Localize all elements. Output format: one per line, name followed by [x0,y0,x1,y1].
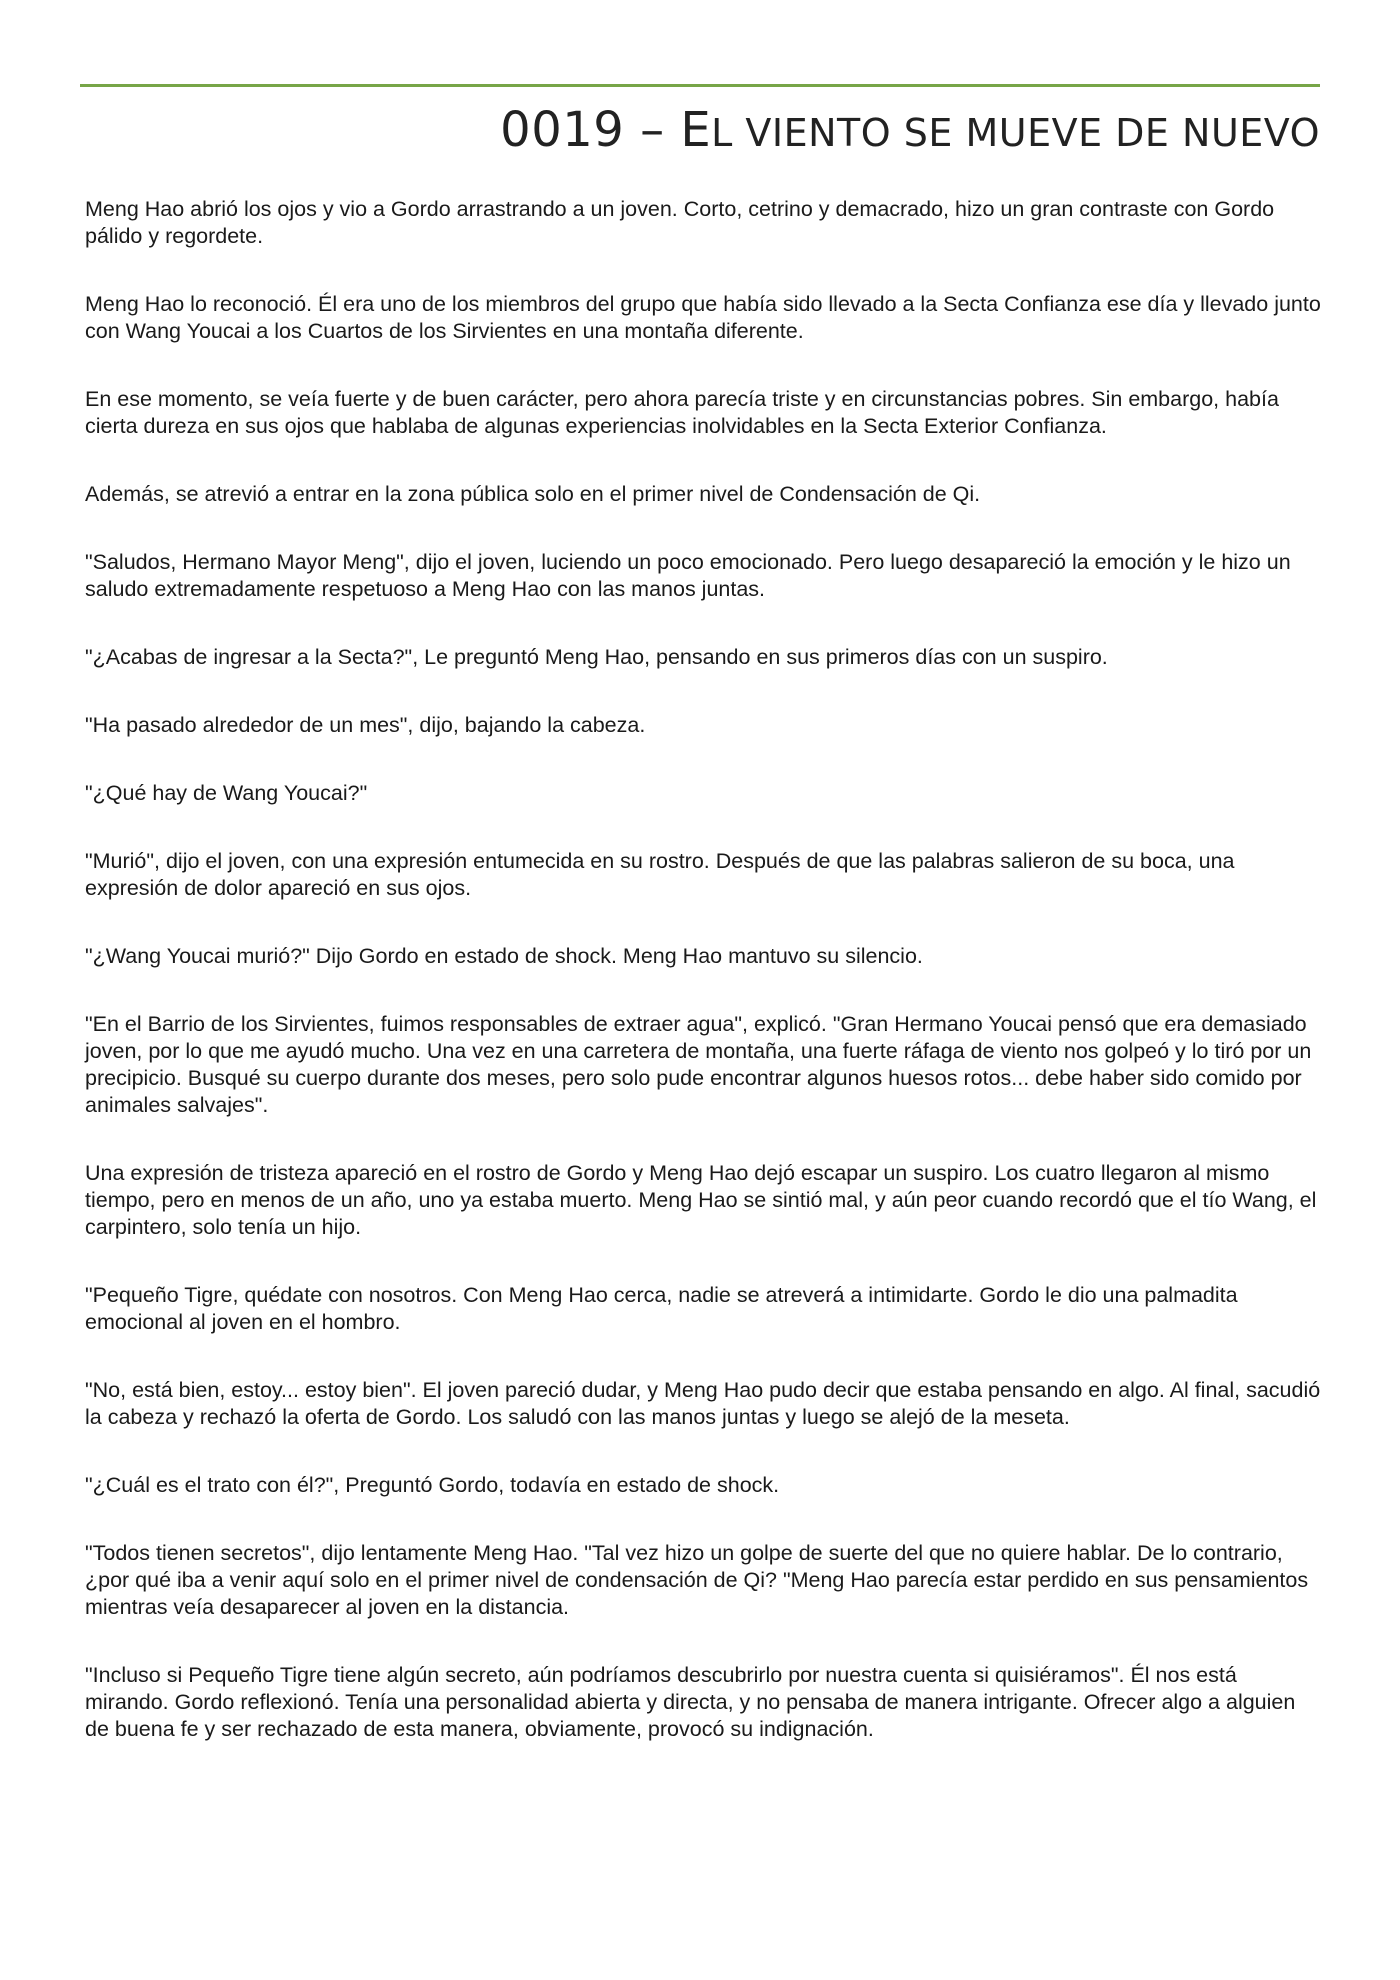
chapter-number: 0019 [500,102,625,158]
paragraph: "¿Cuál es el trato con él?", Preguntó Gordo, todavía en estado de shock. [85,1473,780,1497]
paragraph: En ese momento, se veía fuerte y de buen carácter, pero ahora parecía triste y en circunstancias pobres. Sin embargo, había cierta dureza en sus ojos que hablaba de algunas experiencias inolvidables en la Secta Exterior Confianza. [85,387,1279,438]
paragraph: "Incluso si Pequeño Tigre tiene algún secreto, aún podríamos descubrirlo por nuestra cuenta si quisiéramos". Él nos está mirando. Gordo reflexionó. Tenía una personalidad abierta y directa, y no pensaba de manera intrigante. Ofrecer algo a alguien de buena fe y ser rechazado de esta manera, obviamente, provocó su indignación. [85,1663,1296,1741]
paragraph: "No, está bien, estoy... estoy bien". El joven pareció dudar, y Meng Hao pudo decir que estaba pensando en algo. Al final, sacudió la cabeza y rechazó la oferta de Gordo. Los saludó con las manos juntas y luego se alejó de la meseta. [85,1378,1321,1429]
paragraph: "Todos tienen secretos", dijo lentamente Meng Hao. "Tal vez hizo un golpe de suerte del que no quiere hablar. De lo contrario, ¿por qué iba a venir aquí solo en el primer nivel de condensación de Qi? "Meng Hao parecía estar perdido en sus pensamientos mientras veía desaparecer al joven en la distancia. [85,1541,1309,1619]
paragraph: "¿Wang Youcai murió?" Dijo Gordo en estado de shock. Meng Hao mantuvo su silencio. [85,944,923,968]
paragraph: "Murió", dijo el joven, con una expresión entumecida en su rostro. Después de que las palabras salieron de su boca, una expresión de dolor apareció en sus ojos. [85,849,1235,900]
paragraph: "En el Barrio de los Sirvientes, fuimos responsables de extraer agua", explicó. "Gran Hermano Youcai pensó que era demasiado joven, por lo que me ayudó mucho. Una vez en una carretera de montaña, una fuerte ráfaga de viento nos golpeó y lo tiró por un precipicio. Busqué su cuerpo durante dos meses, pero solo pude encontrar algunos huesos rotos... debe haber sido comido por animales salvajes". [85,1012,1312,1117]
paragraph: "¿Acabas de ingresar a la Secta?", Le preguntó Meng Hao, pensando en sus primeros días con un suspiro. [85,645,1108,669]
header-rule [80,84,1320,87]
paragraph: Además, se atrevió a entrar en la zona pública solo en el primer nivel de Condensación de Qi. [85,482,981,506]
paragraph: Una expresión de tristeza apareció en el rostro de Gordo y Meng Hao dejó escapar un suspiro. Los cuatro llegaron al mismo tiempo, pero en menos de un año, uno ya estaba muerto. Meng Hao se sintió mal, y aún peor cuando recordó que el tío Wang, el carpintero, solo tenía un hijo. [85,1161,1317,1239]
paragraph: "¿Qué hay de Wang Youcai?" [85,781,368,805]
chapter-title-rest: L VIENTO SE MUEVE DE NUEVO [711,111,1320,155]
chapter-initial: E [680,102,712,158]
paragraph: Meng Hao lo reconoció. Él era uno de los miembros del grupo que había sido llevado a la Secta Confianza ese día y llevado junto con Wang Youcai a los Cuartos de los Sirvientes en una montaña diferente. [85,292,1321,343]
paragraph: "Saludos, Hermano Mayor Meng", dijo el joven, luciendo un poco emocionado. Pero luego desapareció la emoción y le hizo un saludo extremadamente respetuoso a Meng Hao con las manos juntas. [85,550,1291,601]
paragraph: Meng Hao abrió los ojos y vio a Gordo arrastrando a un joven. Corto, cetrino y demacrado, hizo un gran contraste con Gordo pálido y regordete. [85,197,1275,248]
chapter-body [85,196,1322,1784]
paragraph: "Pequeño Tigre, quédate con nosotros. Con Meng Hao cerca, nadie se atreverá a intimidarte. Gordo le dio una palmadita emocional al joven en el hombro. [85,1283,1238,1334]
paragraph: "Ha pasado alrededor de un mes", dijo, bajando la cabeza. [85,713,646,737]
chapter-title [500,98,1320,165]
chapter-dash: – [640,102,665,158]
